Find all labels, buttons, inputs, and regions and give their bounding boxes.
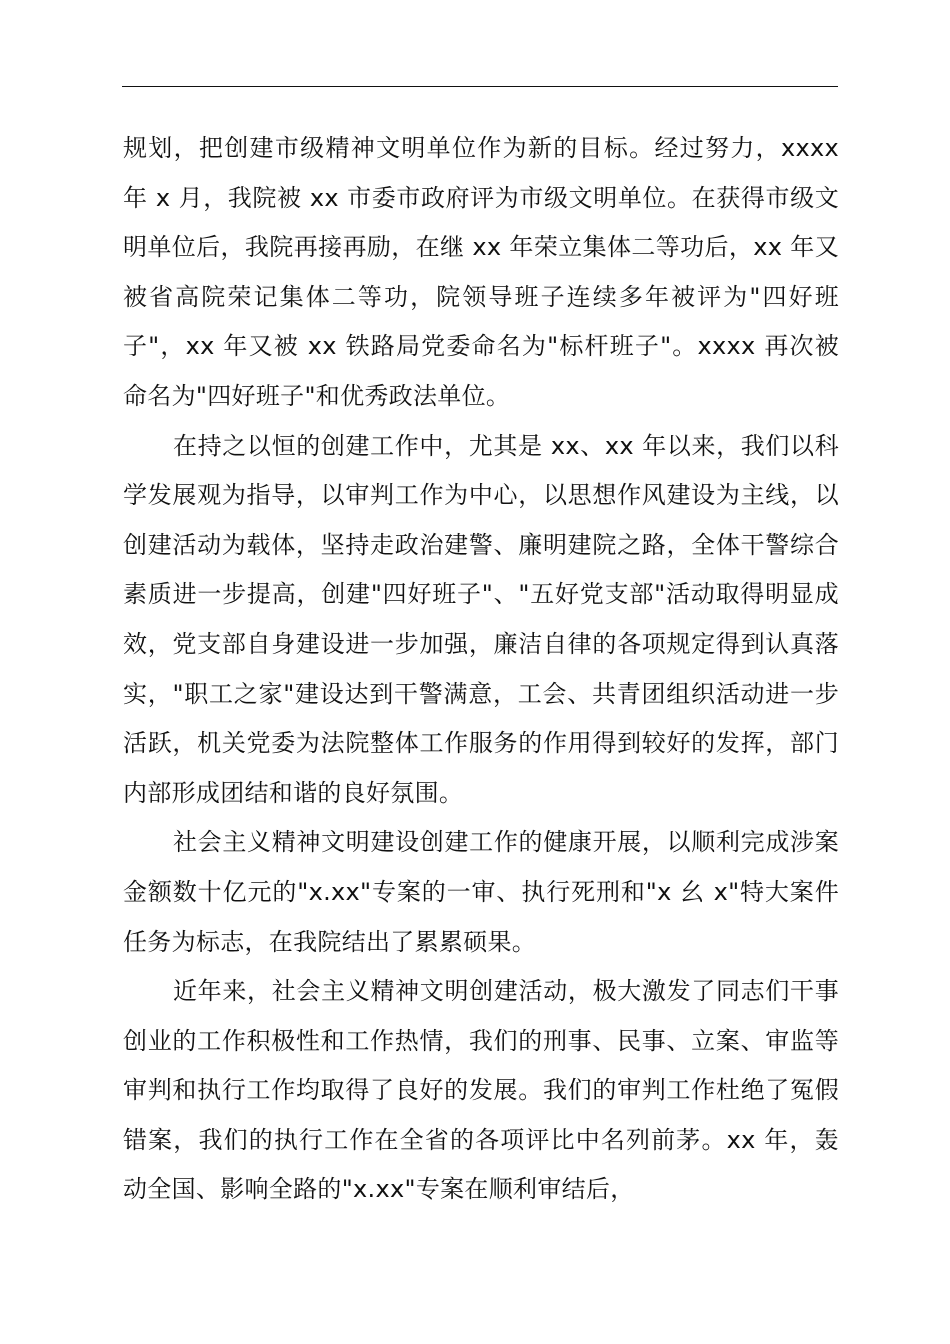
header-rule: [122, 86, 838, 87]
paragraph-3: 社会主义精神文明建设创建工作的健康开展，以顺利完成涉案金额数十亿元的"x.xx"专案的一审、执行死刑和"x 幺 x"特大案件任务为标志，在我院结出了累累硕果。: [123, 828, 839, 956]
document-body: [123, 124, 839, 1215]
paragraph-1: 规划，把创建市级精神文明单位作为新的目标。经过努力，xxxx 年 x 月，我院被 xx 市委市政府评为市级文明单位。在获得市级文明单位后，我院再接再励，在继 xx 年荣立集体二等功后，xx 年又被省高院荣记集体二等功，院领导班子连续多年被评为"四好班子"，xx 年又被 xx 铁路局党委命名为"标杆班子"。xxxx 再次被命名为"四好班子"和优秀政法单位。: [123, 134, 839, 410]
paragraph-2: 在持之以恒的创建工作中，尤其是 xx、xx 年以来，我们以科学发展观为指导，以审判工作为中心，以思想作风建设为主线，以创建活动为载体，坚持走政治建警、廉明建院之路，全体干警综合素质进一步提高，创建"四好班子"、"五好党支部"活动取得明显成效，党支部自身建设进一步加强，廉洁自律的各项规定得到认真落实，"职工之家"建设达到干警满意，工会、共青团组织活动进一步活跃，机关党委为法院整体工作服务的作用得到较好的发挥，部门内部形成团结和谐的良好氛围。: [123, 431, 839, 807]
paragraph-4: 近年来，社会主义精神文明创建活动，极大激发了同志们干事创业的工作积极性和工作热情，我们的刑事、民事、立案、审监等审判和执行工作均取得了良好的发展。我们的审判工作杜绝了冤假错案，我们的执行工作在全省的各项评比中名列前茅。xx 年，轰动全国、影响全路的"x.xx"专案在顺利审结后，: [123, 977, 839, 1204]
